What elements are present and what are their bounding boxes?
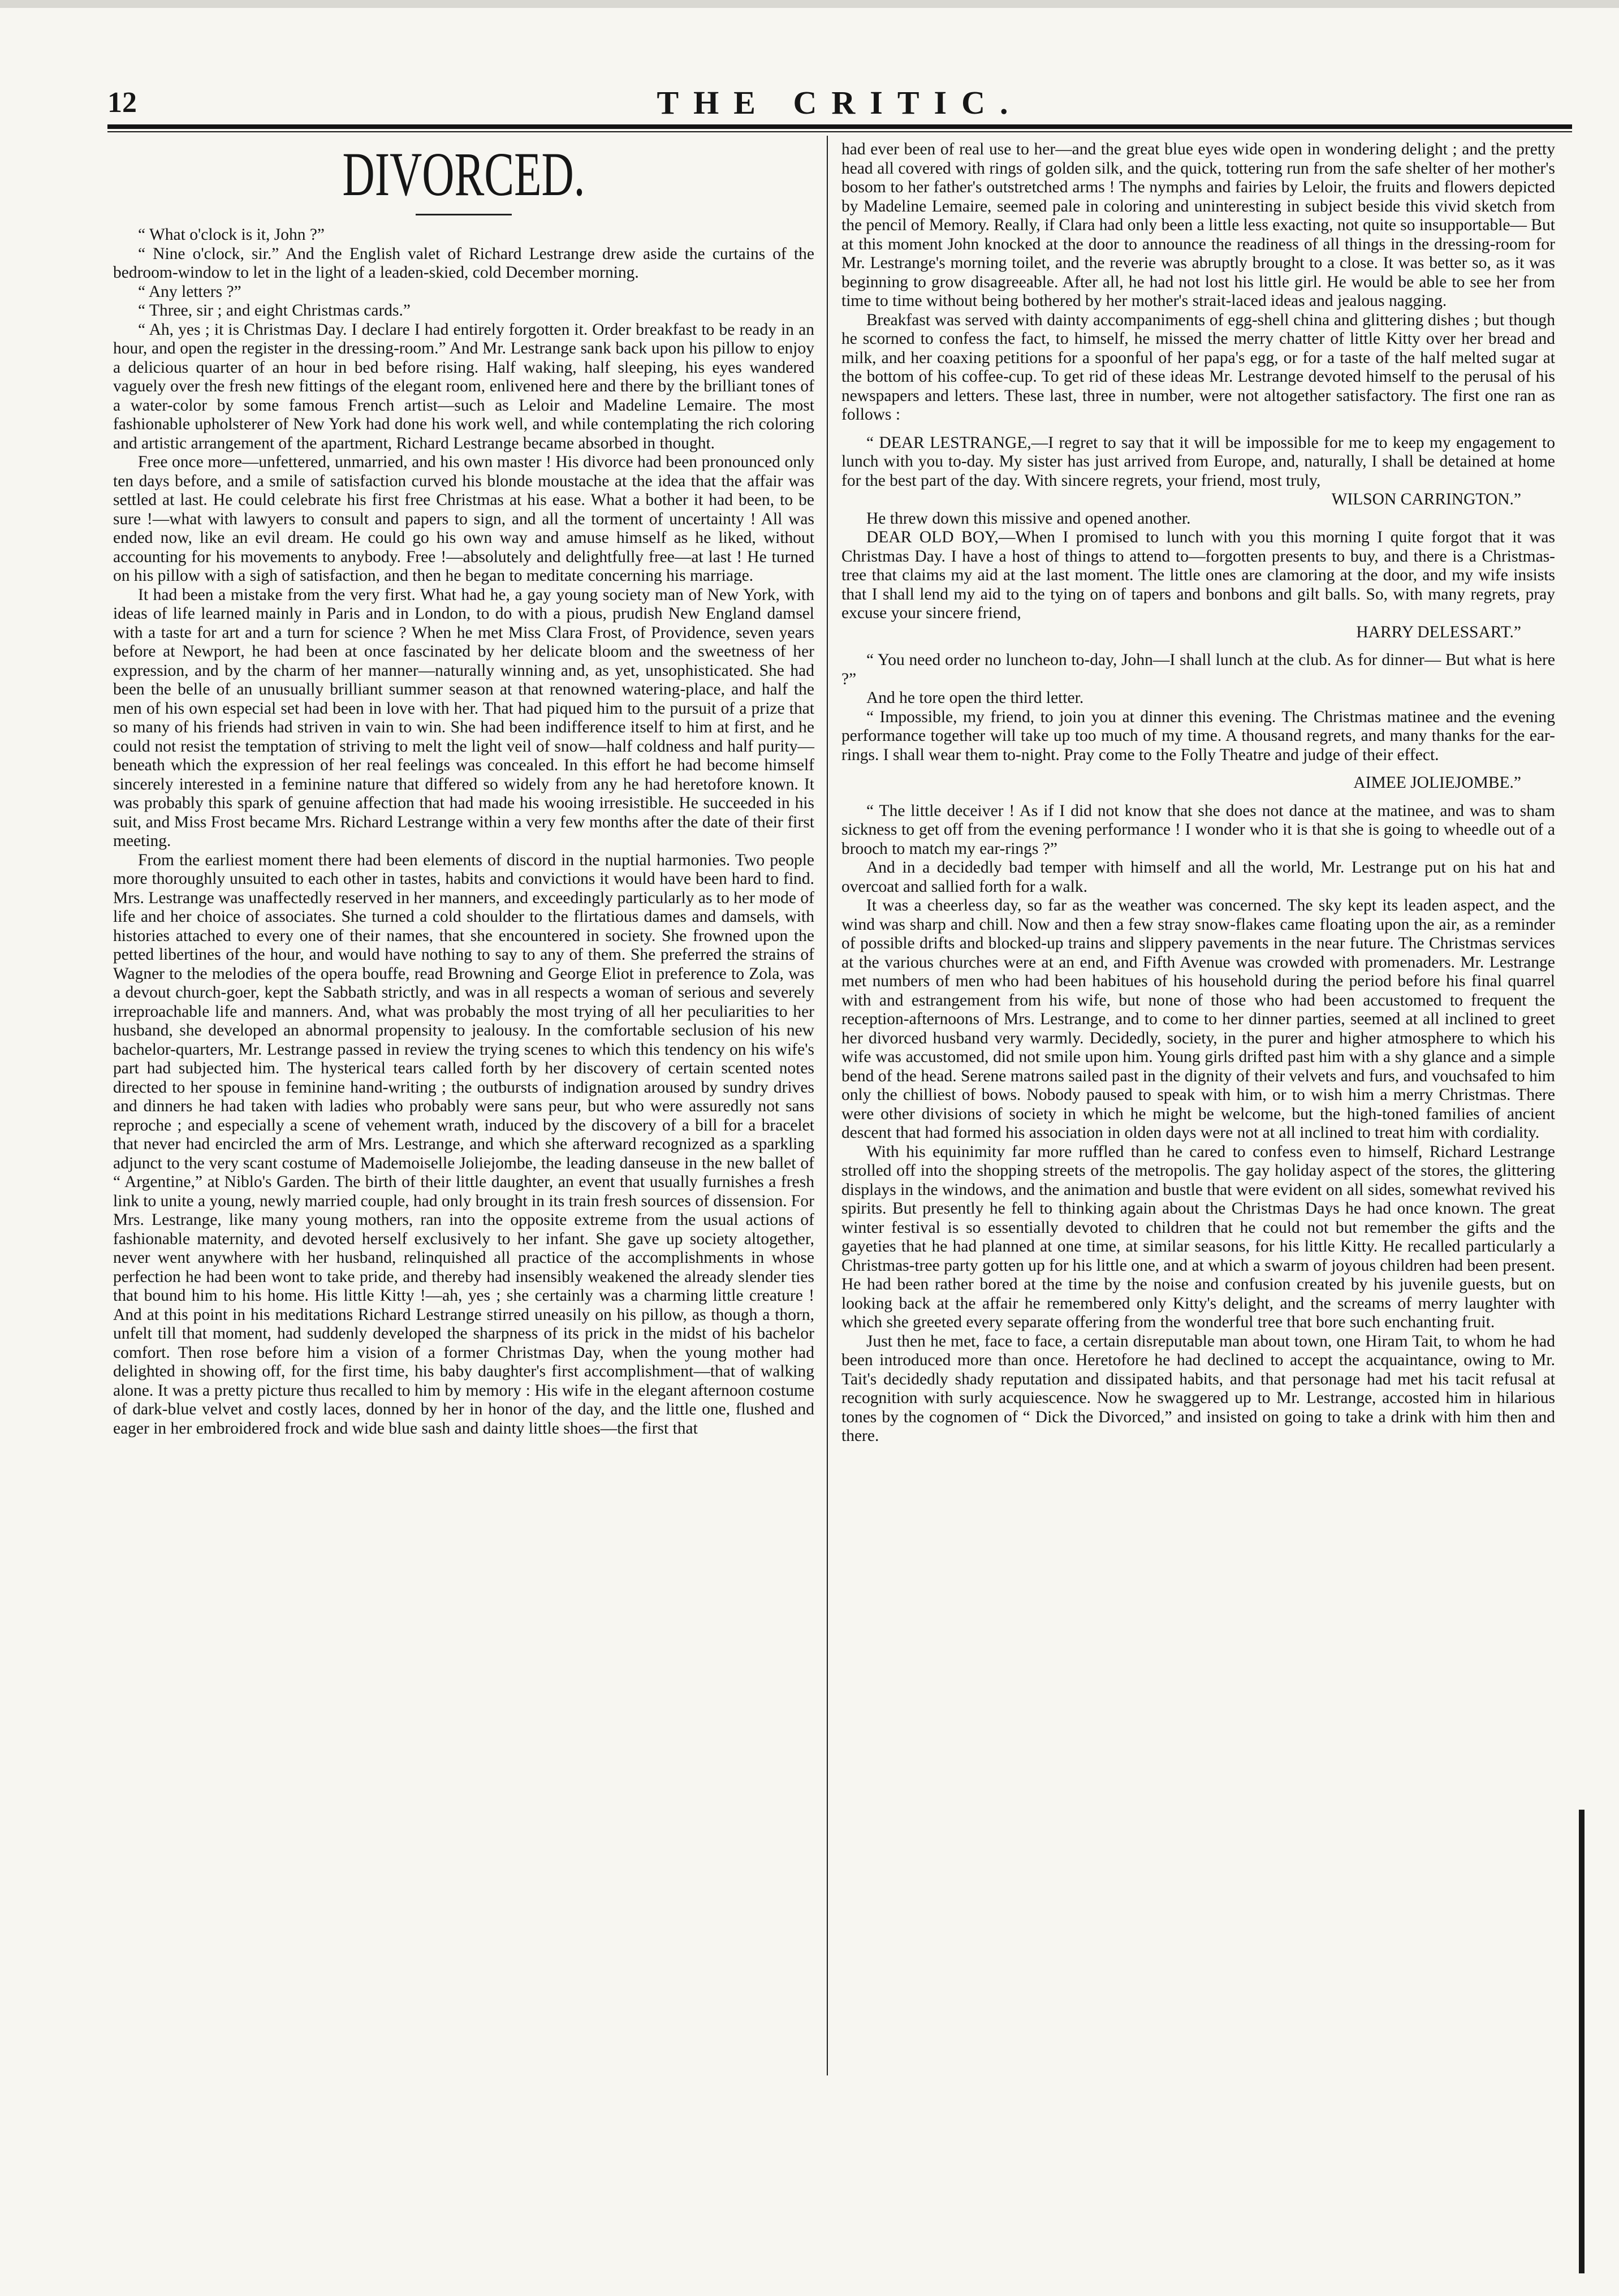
left-column — [113, 140, 814, 1438]
header-rule-thick — [107, 124, 1572, 129]
page-top-edge — [0, 0, 1619, 8]
right-column-body — [841, 140, 1555, 1446]
paragraph: “ Nine o'clock, sir.” And the English valet of Richard Lestrange drew aside the curtains of the bedroom-window to let in the light of a leaden-skied, cold December morning. — [113, 244, 814, 282]
paragraph: With his equinimity far more ruffled than he cared to confess even to himself, Richard Lestrange strolled off into the shopping streets of the metropolis. The gay holiday aspect of the stores, the glittering displays in the windows, and the animation and bustle that were evident on all sides, somewhat revived his spirits. But presently he fell to thinking again about the Christmas Days he had once known. The great winter festival is so essentially devoted to children that he could not but remember the gifts and the gayeties that he had planned at one time, at similar seasons, for his little Kitty. He recalled particularly a Christmas-tree party gotten up for his little one, and at which a swarm of joyous children had been present. He had been rather bored at the time by the noise and confusion created by his juvenile guests, but on looking back at the affair he remembered only Kitty's delight, and the screams of merry laughter with which she greeted every separate offering from the wonderful tree that bore such enchanting fruit. — [841, 1142, 1555, 1331]
paragraph: It had been a mistake from the very first. What had he, a gay young society man of New York, with ideas of life learned mainly in Paris and in London, to do with a pious, prudish New England damsel with a taste for art and a turn for science ? When he met Miss Clara Frost, of Providence, seven years before at Newport, he had been at once fascinated by her delicate bloom and the sweetness of her expression, and by the charm of her manner—naturally winning and, as yet, unsophisticated. She had been the belle of an unusually brilliant summer season at that renowned watering-place, and half the men of his own especial set had been in love with her. That had piqued him to the pursuit of a prize that so many of his friends had striven in vain to win. She had been indifference itself to him at first, and he could not resist the temptation of striving to melt the light veil of snow—half coldness and half purity—beneath which the expression of her real feelings was concealed. In this effort he had become himself sincerely interested in a feminine nature that differed so widely from any he had heretofore known. It was probably this spark of genuine affection that had made his wooing irresistible. He succeeded in his suit, and Miss Frost became Mrs. Richard Lestrange within a very few months after the date of their first meeting. — [113, 585, 814, 850]
letter-signature: HARRY DELESSART.” — [1356, 623, 1521, 641]
page-header — [107, 84, 1572, 122]
letter-signature: AIMEE JOLIEJOMBE.” — [1353, 774, 1521, 792]
paragraph: “ What o'clock is it, John ?” — [138, 226, 325, 244]
paragraph: “ Any letters ?” — [138, 282, 241, 301]
spacer — [841, 642, 1555, 651]
page-number: 12 — [107, 87, 137, 119]
paragraph: “ Ah, yes ; it is Christmas Day. I declare I had entirely forgotten it. Order breakfast to be ready in an hour, and open the register in the dressing-room.” And Mr. Lestrange sank back upon his pillow to enjoy a delicious quarter of an hour in bed before rising. Half waking, half sleeping, his eyes wandered vaguely over the fresh new fittings of the elegant room, enlivened here and there by the brilliant tones of a water-color by some famous French artist—such as Leloir and Madeline Lemaire. The most fashionable upholsterer of New York had done his work well, and while contemplating the rich coloring and artistic arrangement of the apartment, Richard Lestrange became absorbed in thought. — [113, 320, 814, 452]
paragraph: “ The little deceiver ! As if I did not know that she does not dance at the matinee, and was to sham sickness to get off from the evening performance ! I wonder who it is that she is going to wheedle out of a brooch to match my ear-rings ?” — [841, 801, 1555, 858]
paragraph: And in a decidedly bad temper with himself and all the world, Mr. Lestrange put on his hat and overcoat and sallied forth for a walk. — [841, 858, 1555, 896]
article-title: DIVORCED. — [342, 140, 585, 209]
spacer — [841, 793, 1555, 802]
right-column — [841, 140, 1555, 1446]
paragraph: Breakfast was served with dainty accompaniments of egg-shell china and glittering dishes ; but though he scorned to confess the fact, to himself, he missed the merry chatter of little Kitty over her bread and milk, and her coaxing petitions for a spoonful of her papa's egg, or for a taste of the half melted sugar at the bottom of his coffee-cup. To get rid of these ideas Mr. Lestrange devoted himself to the perusal of his newspapers and letters. These last, three in number, were not altogether satisfactory. The first one ran as follows : — [841, 310, 1555, 424]
paragraph: It was a cheerless day, so far as the weather was concerned. The sky kept its leaden aspect, and the wind was sharp and chill. Now and then a few stray snow-flakes came floating upon the air, as a reminder of possible drifts and blocked-up trains and slippery pavements in the near future. The Christmas services at the various churches were at an end, and Fifth Avenue was crowded with promenaders. Mr. Lestrange met numbers of men who had been habitues of his household during the period before his final quarrel with and estrangement from his wife, but none of those who had been accustomed to frequent the reception-afternoons of Mrs. Lestrange, and to come to her dinner parties, seemed at all inclined to greet her divorced husband very warmly. Decidedly, society, in the purer and higher atmosphere to which his wife was accustomed, did not smile upon him. Young girls drifted past him with a shy glance and a simple bend of the head. Serene matrons sailed past in the dignity of their velvets and furs, and vouchsafed to him only the chilliest of bows. Nobody paused to speak with him, or to wish him a merry Christmas. There were other divisions of society in which he might be welcome, but the high-toned families of ancient descent that had formed his association in olden days were not at all inclined to treat him with cordiality. — [841, 896, 1555, 1142]
spacer — [841, 765, 1555, 774]
letter-signature: WILSON CARRINGTON.” — [1331, 490, 1521, 508]
header-rule-thin — [107, 131, 1572, 132]
title-rule — [416, 214, 512, 215]
paragraph: He threw down this missive and opened another. — [866, 509, 1191, 528]
paragraph: Free once more—unfettered, unmarried, and his own master ! His divorce had been pronounced only ten days before, and a smile of satisfaction curved his blonde moustache at the idea that the affair was settled at last. He could celebrate his first free Christmas at his ease. What a bother it had been, to be sure !—what with lawyers to consult and papers to sign, and all the torment of uncertainty ! All was ended now, like an evil dream. He could go his own way and amuse himself as he liked, without accounting for his movements to anybody. Free !—absolutely and delightfully free—at last ! He turned on his pillow with a sigh of satisfaction, and then he began to meditate concerning his marriage. — [113, 453, 814, 585]
paragraph: From the earliest moment there had been elements of discord in the nuptial harmonies. Two people more thoroughly unsuited to each other in tastes, habits and convictions it would have been hard to find. Mrs. Lestrange was unaffectedly reserved in her manners, and exceedingly particularly as to her mode of life and her choice of associates. She turned a cold shoulder to the flirtatious dames and damsels, with histories attached to every one of their names, that she encountered in society. She frowned upon the petted libertines of the hour, and would have nothing to say to any of them. She preferred the strains of Wagner to the melodies of the opera bouffe, read Browning and George Eliot in preference to Zola, was a devout church-goer, kept the Sabbath strictly, and was in all respects a woman of serious and severely irreproachable life and manners. And, what was probably the most trying of all her peculiarities to her husband, she developed an abnormal propensity to jealousy. In the comfortable seclusion of his new bachelor-quarters, Mr. Lestrange passed in review the trying scenes to which this tendency on his wife's part had subjected him. The hysterical tears called forth by her discovery of certain scented notes directed to her spouse in feminine hand-writing ; the outbursts of indignation aroused by sundry drives and dinners he had taken with ladies who probably were sans peur, but who were assuredly not sans reproche ; and especially a scene of vehement wrath, induced by the discovery of a bill for a bracelet that never had encircled the arm of Mrs. Lestrange, and which she afterward recognized as a sparkling adjunct to the very scant costume of Mademoiselle Joliejombe, the leading danseuse in the new ballet of “ Argentine,” at Niblo's Garden. The birth of their little daughter, an event that usually furnishes a fresh link to unite a young, newly married couple, had only brought in its train fresh sources of dissension. For Mrs. Lestrange, like many young mothers, ran into the opposite extreme from the usual actions of fashionable maternity, and devoted herself exclusively to her infant. She gave up society altogether, never went anywhere with her husband, relinquished all practice of the accomplishments in whose perfection he had been wont to take pride, and thereby had insensibly weakened the already slender ties that bound him to his home. His little Kitty !—ah, yes ; she certainly was a charming little creature ! And at this point in his meditations Richard Lestrange stirred uneasily on his pillow, as though a thorn, unfelt till that moment, had suddenly developed the sharpness of its prick in the midst of his bachelor comfort. Then rose before him a vision of a former Christmas Day, when the young mother had delighted in showing off, for the first time, his baby daughter's first accomplishment—that of walking alone. It was a pretty picture thus recalled to him by memory : His wife in the elegant afternoon costume of dark-blue velvet and costly laces, donned by her in honor of the day, and the little one, flushed and eager in her embroidered frock and wide blue sash and dainty little shoes—the first that — [113, 851, 814, 1438]
paragraph: had ever been of real use to her—and the great blue eyes wide open in wondering delight ; and the pretty head all covered with rings of golden silk, and the quick, tottering run from the safe shelter of her mother's bosom to her father's outstretched arms ! The nymphs and fairies by Leloir, the fruits and flowers depicted by Madeline Lemaire, seemed pale in coloring and uninteresting in subject beside this vivid sketch from the pencil of Memory. Really, if Clara had only been a little less exacting, not quite so insupportable— But at this moment John knocked at the door to announce the readiness of all things in the dressing-room for Mr. Lestrange's morning toilet, and the reverie was abruptly brought to a close. It was better so, as it was beginning to grow disagreeable. After all, he had not lost his little girl. He would be able to see her from time to time without being bothered by her mother's strait-laced ideas and jealous nagging. — [841, 140, 1555, 310]
paragraph: “ Three, sir ; and eight Christmas cards.” — [138, 301, 411, 320]
column-divider — [827, 136, 828, 2075]
page-binding-edge — [1579, 1810, 1585, 2273]
paragraph: Just then he met, face to face, a certain disreputable man about town, one Hiram Tait, to whom he had been introduced more than once. Heretofore he had declined to accept the acquaintance, owing to Mr. Tait's decidedly shady reputation and dissipated habits, and that personage had met his tacit refusal at recognition with surly acquiescence. Now he swaggered up to Mr. Lestrange, accosted him in hilarious tones by the cognomen of “ Dick the Divorced,” and insisted on going to take a drink with him then and there. — [841, 1332, 1555, 1445]
letter-text: DEAR OLD BOY,—When I promised to lunch with you this morning I quite forgot that it was Christmas Day. I have a host of things to attend to—forgotten presents to buy, and there is a Christmas-tree that claims my aid at the last moment. The little ones are clamoring at the door, and my wife insists that I shall lend my aid to the tying on of tapers and bonbons and gilt balls. So, with many regrets, pray excuse your sincere friend, — [841, 528, 1555, 622]
masthead: THE CRITIC. — [657, 84, 1023, 121]
paragraph: And he tore open the third letter. — [866, 689, 1084, 707]
letter-text: “ DEAR LESTRANGE,—I regret to say that it will be impossible for me to keep my engagement to lunch with you to-day. My sister has just arrived from Europe, and, naturally, I shall be detained at home for the best part of the day. With sincere regrets, your friend, most truly, — [841, 433, 1555, 490]
letter-text: “ Impossible, my friend, to join you at dinner this evening. The Christmas matinee and the evening performance together will take up too much of my time. A thousand regrets, and many thanks for the ear-rings. I shall wear them to-night. Pray come to the Folly Theatre and judge of their effect. — [841, 707, 1555, 764]
paragraph: “ You need order no luncheon to-day, John—I shall lunch at the club. As for dinner— But what is here ?” — [841, 651, 1555, 688]
spacer — [841, 425, 1555, 434]
left-column-body — [113, 226, 814, 1438]
